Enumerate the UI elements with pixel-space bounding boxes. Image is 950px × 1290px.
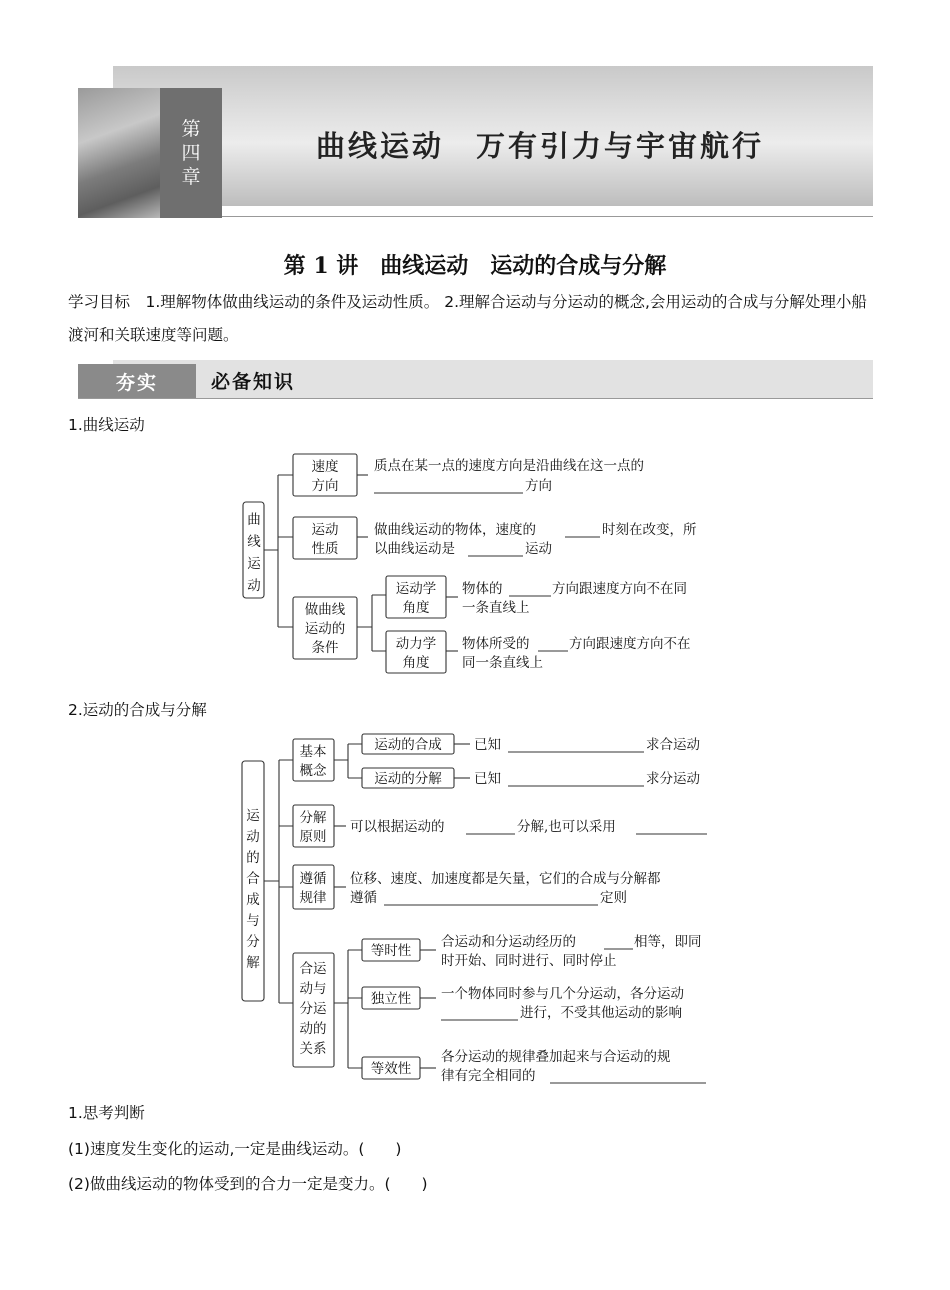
section-tag: 夯实 — [78, 364, 196, 398]
svg-text:时刻在改变，所: 时刻在改变，所 — [602, 522, 697, 538]
svg-text:一条直线上: 一条直线上 — [462, 600, 530, 616]
svg-text:关系: 关系 — [299, 1041, 327, 1057]
svg-text:概念: 概念 — [299, 763, 327, 779]
heading-judge: 1.思考判断 — [68, 1104, 145, 1122]
svg-text:动与: 动与 — [299, 981, 327, 997]
svg-text:方向: 方向 — [311, 478, 339, 494]
box-curve-condition — [293, 597, 357, 659]
chapter-title: 曲线运动 万有引力与宇宙航行 — [316, 129, 765, 163]
heading-composition: 2.运动的合成与分解 — [68, 701, 207, 719]
svg-text:方向: 方向 — [525, 478, 552, 494]
svg-text:律有完全相同的: 律有完全相同的 — [441, 1068, 536, 1084]
text-velocity-direction: 质点在某一点的速度方向是沿曲线在这一点的 — [374, 458, 644, 474]
chapter-label: 第 四 章 — [160, 88, 222, 218]
svg-text:做曲线运动的物体，速度的: 做曲线运动的物体，速度的 — [374, 522, 536, 538]
svg-text:动: 动 — [247, 578, 261, 594]
svg-text:基本: 基本 — [299, 744, 327, 760]
box-simultaneity — [362, 939, 420, 961]
svg-text:运: 运 — [247, 556, 261, 572]
box-composition — [362, 734, 454, 754]
box-basic-concept — [293, 739, 334, 781]
svg-text:成: 成 — [246, 892, 260, 908]
svg-text:运动: 运动 — [311, 522, 339, 538]
box-decomposition-principle — [293, 805, 334, 847]
svg-text:动力学: 动力学 — [395, 636, 437, 652]
svg-text:合运: 合运 — [299, 961, 327, 977]
heading-curve-motion: 1.曲线运动 — [68, 416, 145, 434]
svg-text:物体所受的: 物体所受的 — [462, 636, 530, 652]
box-kinematics — [386, 576, 446, 618]
svg-text:已知: 已知 — [474, 737, 501, 753]
svg-text:进行，不受其他运动的影响: 进行，不受其他运动的影响 — [520, 1005, 682, 1021]
section-header — [78, 360, 873, 398]
svg-text:时开始、同时进行、同时停止: 时开始、同时进行、同时停止 — [441, 953, 617, 969]
svg-text:线: 线 — [247, 534, 261, 550]
svg-text:方向跟速度方向不在: 方向跟速度方向不在 — [569, 636, 691, 652]
section-name: 必备知识 — [211, 371, 296, 393]
svg-text:各分运动的规律叠加起来与合运动的规: 各分运动的规律叠加起来与合运动的规 — [441, 1049, 671, 1065]
svg-text:一个物体同时参与几个分运动，各分运动: 一个物体同时参与几个分运动，各分运动 — [441, 986, 684, 1002]
learning-goals: 学习目标 1.理解物体做曲线运动的条件及运动性质。 2.理解合运动与分运动的概念,会用运动的合成与分解处理小船渡河和关联速度等问题。 — [68, 293, 867, 344]
svg-text:曲: 曲 — [247, 512, 261, 528]
box-motion-nature — [293, 517, 357, 559]
svg-text:角度: 角度 — [402, 655, 430, 671]
svg-text:分运: 分运 — [299, 1001, 327, 1017]
svg-text:解: 解 — [246, 955, 260, 971]
svg-text:分: 分 — [246, 934, 260, 950]
svg-text:运动的: 运动的 — [304, 621, 346, 637]
box-follow-rule — [293, 865, 334, 909]
svg-text:独立性: 独立性 — [370, 991, 412, 1007]
lesson-title: 第 1 讲 曲线运动 运动的合成与分解 — [283, 253, 667, 279]
svg-text:分解,也可以采用: 分解,也可以采用 — [517, 819, 616, 835]
svg-text:性质: 性质 — [311, 541, 339, 557]
svg-text:运动的分解: 运动的分解 — [374, 771, 442, 787]
svg-text:位移、速度、加速度都是矢量，它们的合成与分解都: 位移、速度、加速度都是矢量，它们的合成与分解都 — [350, 871, 661, 887]
svg-text:方向跟速度方向不在同: 方向跟速度方向不在同 — [552, 581, 687, 597]
box-decomposition — [362, 768, 454, 788]
svg-text:合: 合 — [246, 871, 260, 887]
svg-text:遵循: 遵循 — [299, 871, 327, 887]
svg-text:物体的: 物体的 — [462, 581, 503, 597]
question-2: (2)做曲线运动的物体受到的合力一定是变力。( ) — [68, 1175, 428, 1193]
svg-text:运动学: 运动学 — [395, 581, 437, 597]
svg-text:同一条直线上: 同一条直线上 — [462, 655, 543, 671]
svg-text:等效性: 等效性 — [370, 1061, 412, 1077]
svg-text:条件: 条件 — [311, 640, 339, 656]
box-equivalence — [362, 1057, 420, 1079]
svg-text:动: 动 — [246, 829, 260, 845]
box-dynamics — [386, 631, 446, 673]
svg-text:规律: 规律 — [299, 890, 327, 906]
chapter-banner — [78, 66, 873, 218]
svg-text:动的: 动的 — [299, 1021, 327, 1037]
svg-text:相等，即同: 相等，即同 — [634, 934, 702, 950]
svg-text:角度: 角度 — [402, 600, 430, 616]
svg-text:做曲线: 做曲线 — [304, 602, 346, 618]
box-relation — [293, 953, 334, 1067]
svg-text:速度: 速度 — [311, 459, 339, 475]
svg-text:的: 的 — [246, 850, 260, 866]
banner-rule — [222, 216, 873, 217]
svg-text:求合运动: 求合运动 — [646, 737, 700, 753]
svg-text:已知: 已知 — [474, 771, 501, 787]
svg-text:运动的合成: 运动的合成 — [374, 737, 442, 753]
box-velocity-direction — [293, 454, 357, 496]
banner-photo — [78, 88, 160, 218]
composition-diagram — [0, 725, 950, 1095]
svg-text:原则: 原则 — [299, 829, 327, 845]
svg-text:运动: 运动 — [525, 541, 552, 557]
svg-text:遵循: 遵循 — [350, 890, 377, 906]
box-independence — [362, 987, 420, 1009]
svg-text:运: 运 — [246, 808, 260, 824]
svg-text:分解: 分解 — [299, 810, 327, 826]
svg-text:求分运动: 求分运动 — [646, 771, 700, 787]
svg-text:以曲线运动是: 以曲线运动是 — [374, 541, 455, 557]
svg-text:可以根据运动的: 可以根据运动的 — [350, 819, 445, 835]
svg-text:等时性: 等时性 — [370, 943, 412, 959]
svg-text:合运动和分运动经历的: 合运动和分运动经历的 — [441, 934, 576, 950]
question-1: (1)速度发生变化的运动,一定是曲线运动。( ) — [68, 1140, 402, 1158]
svg-text:定则: 定则 — [600, 890, 627, 906]
curve-motion-diagram — [0, 445, 950, 690]
root-box-curve-motion — [243, 502, 264, 598]
root-box-composition — [242, 761, 264, 1001]
svg-text:与: 与 — [246, 913, 260, 929]
